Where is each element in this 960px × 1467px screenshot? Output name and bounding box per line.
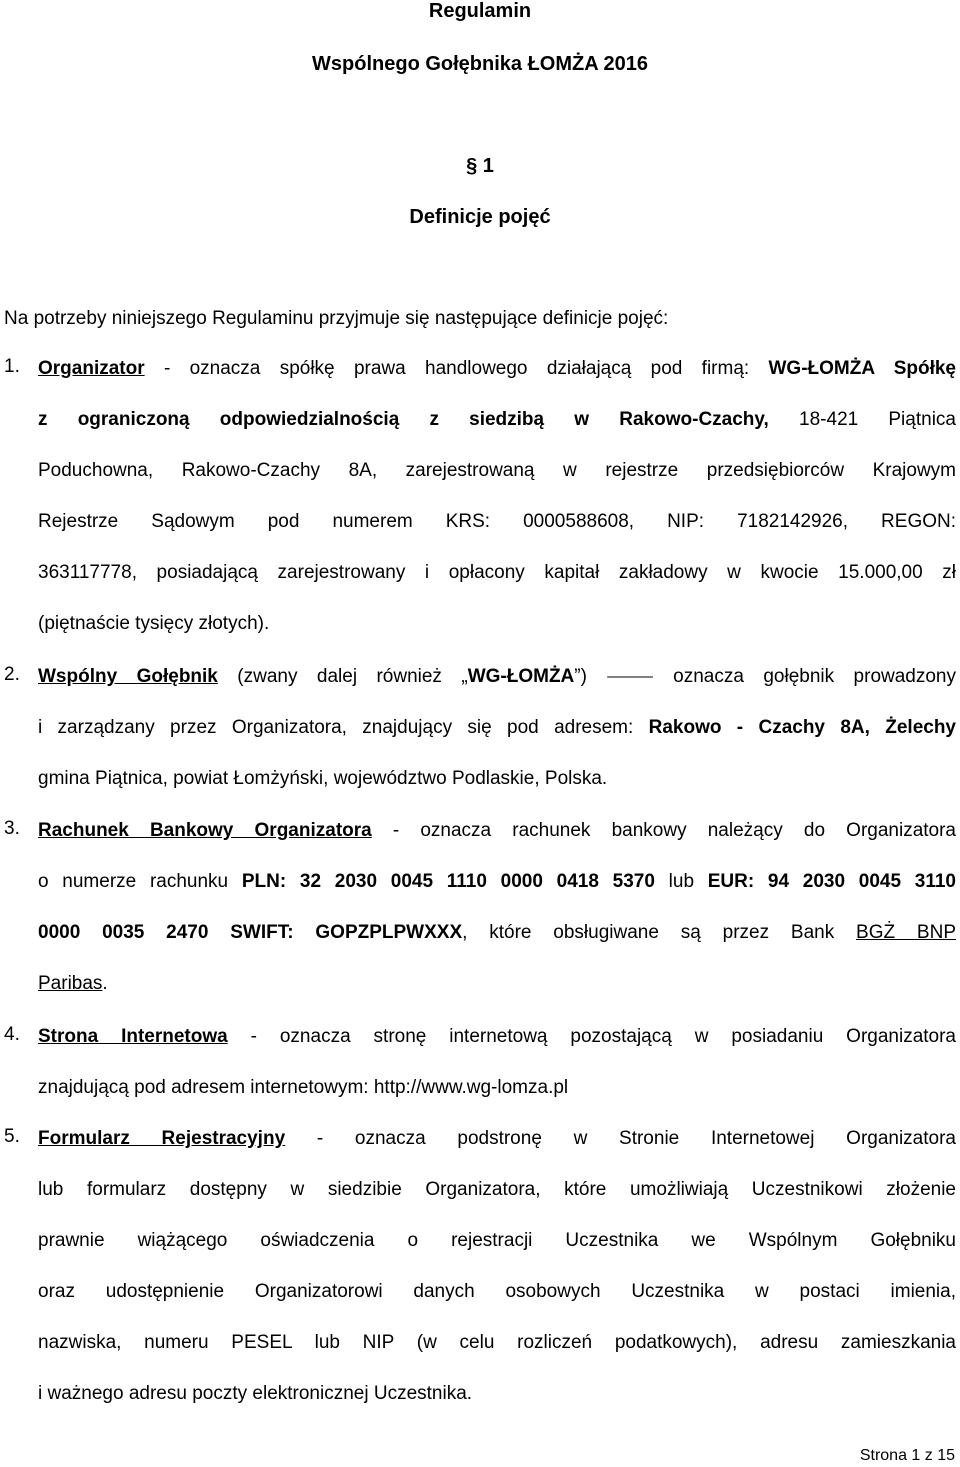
definition-line [38, 1113, 956, 1164]
definition-text-bold: WG-ŁOMŻA [467, 666, 575, 687]
definition-line: nazwiska, numeru PESEL lub NIP (w celu rozliczeń podatkowych), adresu zamieszkania [38, 1332, 956, 1353]
definition-number: 4. [4, 1024, 20, 1045]
document-subtitle: Wspólnego Gołębnika ŁOMŻA 2016 [312, 53, 648, 75]
definition-line: znajdującą pod adresem internetowym: http://www.wg-lomza.pl [38, 1077, 569, 1098]
definition-text: . [102, 973, 108, 994]
definition-text: o numerze rachunku [38, 871, 242, 892]
definition-line [38, 856, 956, 907]
definition-line: 363117778, posiadającą zarejestrowany i opłacony kapitał zakładowy w kwocie 15.000,00 zł [38, 562, 956, 583]
definition-line: gmina Piątnica, powiat Łomżyński, województwo Podlaskie, Polska. [38, 768, 608, 789]
definition-text: (zwany dalej również „ [217, 666, 468, 687]
definition-text: i zarządzany przez Organizatora, znajdujący się pod adresem: [38, 717, 649, 738]
definition-line [38, 702, 956, 753]
definition-term: Organizator [38, 358, 145, 379]
definition-body [38, 1113, 956, 1419]
definition-text: - oznacza rachunek bankowy należący do Organizatora [371, 820, 956, 841]
definition-body [38, 651, 956, 804]
definition-number: 1. [4, 356, 20, 377]
definition-line [38, 805, 956, 856]
definition-line: i ważnego adresu poczty elektronicznej Uczestnika. [38, 1383, 473, 1404]
definition-line: Rejestrze Sądowym pod numerem KRS: 0000588608, NIP: 7182142926, REGON: [38, 511, 956, 532]
definition-text: - oznacza spółkę prawa handlowego działającą pod firmą: [144, 358, 769, 379]
definition-line: lub formularz dostępny w siedzibie Organizatora, które umożliwiają Uczestnikowi złożenie [38, 1179, 956, 1200]
definition-text: 18-421 Piątnica [768, 409, 956, 430]
section-title: Definicje pojęć [409, 206, 551, 228]
definition-text-bold: 0000 0035 2470 SWIFT: GOPZPLPWXXX [38, 922, 463, 943]
definition-line [38, 651, 956, 702]
definition-line [38, 394, 956, 445]
definition-term: Strona Internetowa [38, 1026, 228, 1047]
definition-text-bold: EUR: 94 2030 0045 3110 [707, 871, 956, 892]
definition-line: Poduchowna, Rakowo-Czachy 8A, zarejestrowaną w rejestrze przedsiębiorców Krajowym [38, 460, 956, 481]
definition-line: (piętnaście tysięcy złotych). [38, 613, 270, 634]
document-title: Regulamin [428, 0, 532, 22]
definition-text-bold: WG-ŁOMŻA Spółkę [768, 358, 956, 379]
definition-term: Rachunek Bankowy Organizatora [38, 820, 372, 841]
definition-text: lub [654, 871, 708, 892]
definition-line [38, 958, 956, 1009]
definition-line: oraz udostępnienie Organizatorowi danych osobowych Uczestnika w postaci imienia, [38, 1281, 956, 1302]
definition-line [38, 1011, 956, 1062]
definition-body [38, 343, 956, 649]
definition-text: ”) ⸻ oznacza gołębnik prowadzony [574, 666, 956, 687]
definition-line [38, 343, 956, 394]
definition-number: 3. [4, 818, 20, 839]
definition-number: 5. [4, 1126, 20, 1147]
definition-text: - oznacza stronę internetową pozostającą w posiadaniu Organizatora [227, 1026, 957, 1047]
definition-body [38, 1011, 956, 1113]
page-footer: Strona 1 z 15 [859, 1447, 955, 1464]
definition-line [38, 907, 956, 958]
bank-name-underlined: Paribas [38, 973, 103, 994]
section-number: § 1 [466, 155, 494, 177]
definition-text-bold: z ograniczoną odpowiedzialnością z siedzibą w Rakowo-Czachy, [38, 409, 769, 430]
definition-text-bold: PLN: 32 2030 0045 1110 0000 0418 5370 [241, 871, 655, 892]
definition-text: - oznacza podstronę w Stronie Internetowej Organizatora [285, 1128, 956, 1149]
definition-term: Wspólny Gołębnik [38, 666, 218, 687]
definition-body [38, 805, 956, 1009]
intro-paragraph: Na potrzeby niniejszego Regulaminu przyjmuje się następujące definicje pojęć: [4, 308, 669, 329]
definition-line: prawnie wiążącego oświadczenia o rejestracji Uczestnika we Wspólnym Gołębniku [38, 1230, 956, 1251]
definition-text: , które obsługiwane są przez Bank [462, 922, 857, 943]
bank-name-underlined: BGŻ BNP [856, 922, 956, 943]
definition-term: Formularz Rejestracyjny [38, 1128, 286, 1149]
definition-number: 2. [4, 664, 20, 685]
definition-text-bold: Rakowo - Czachy 8A, Żelechy [648, 717, 956, 738]
